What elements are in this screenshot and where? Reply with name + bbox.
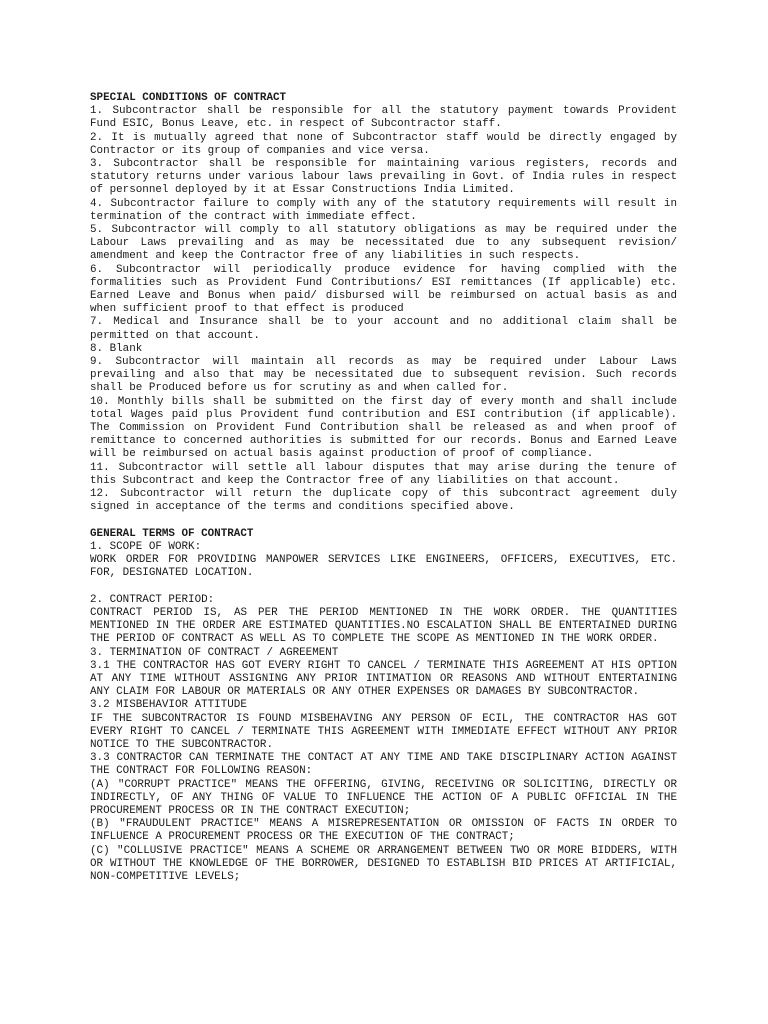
section-spacer <box>90 581 677 594</box>
document-page <box>90 92 677 884</box>
collusive-practice-clause: (C) "COLLUSIVE PRACTICE" MEANS A SCHEME OR ARRANGEMENT BETWEEN TWO OR MORE BIDDERS, WITH OR WITHOUT THE KNOWLEDGE OF THE BORROWER, DESIGNED TO ESTABLISH BID PRICES AT ARTIFICIAL, NON-COMPETITIVE LEVELS; <box>90 844 677 883</box>
special-condition-9: 9. Subcontractor will maintain all records as may be required under Labour Laws prevailing and also that may be necessitated due to subsequent revision. Such records shall be Produced before us for scrutiny as and when called for. <box>90 356 677 395</box>
termination-clause-3-2: IF THE SUBCONTRACTOR IS FOUND MISBEHAVING ANY PERSON OF ECIL, THE CONTRACTOR HAS GOT EVERY RIGHT TO CANCEL / TERMINATE THIS AGREEMENT WITH IMMEDIATE EFFECT WITHOUT ANY PRIOR NOTICE TO THE SUBCONTRACTOR. <box>90 712 677 751</box>
section-spacer <box>90 515 677 528</box>
special-condition-4: 4. Subcontractor failure to comply with any of the statutory requirements will result in termination of the contract with immediate effect. <box>90 197 677 223</box>
special-condition-7: 7. Medical and Insurance shall be to your account and no additional claim shall be permitted on that account. <box>90 316 677 342</box>
special-condition-12: 12. Subcontractor will return the duplicate copy of this subcontract agreement duly signed in acceptance of the terms and conditions specified above. <box>90 488 677 514</box>
special-condition-11: 11. Subcontractor will settle all labour disputes that may arise during the tenure of this Subcontract and keep the Contractor free of any liabilities on that account. <box>90 461 677 487</box>
special-condition-5: 5. Subcontractor will comply to all statutory obligations as may be required under the Labour Laws prevailing and as may be necessitated due to any subsequent revision/ amendment and keep the Contractor free of any liabilities in such respects. <box>90 224 677 263</box>
fraudulent-practice-clause: (B) "FRAUDULENT PRACTICE" MEANS A MISREPRESENTATION OR OMISSION OF FACTS IN ORDER TO INFLUENCE A PROCUREMENT PROCESS OR THE EXECUTION OF THE CONTRACT; <box>90 818 677 844</box>
contract-period-text: CONTRACT PERIOD IS, AS PER THE PERIOD MENTIONED IN THE WORK ORDER. THE QUANTITIES MENTIONED IN THE ORDER ARE ESTIMATED QUANTITIES.NO ESCALATION SHALL BE ENTERTAINED DURING THE PERIOD OF CONTRACT AS WELL AS TO COMPLETE THE SCOPE AS MENTIONED IN THE WORK ORDER. <box>90 606 677 646</box>
special-conditions-heading: SPECIAL CONDITIONS OF CONTRACT <box>90 92 287 104</box>
special-condition-10: 10. Monthly bills shall be submitted on the first day of every month and shall include total Wages paid plus Provident fund contribution and ESI contribution (if applicable). The Commission on Provident Fund Contribution shall be released as and when proof of remittance to concerned authorities is submitted for our records. Bonus and Earned Leave will be reimbursed on actual basis against production of proof of compliance. <box>90 395 677 461</box>
special-condition-8: 8. Blank <box>90 342 143 355</box>
special-condition-1: 1. Subcontractor shall be responsible for all the statutory payment towards Provident Fund ESIC, Bonus Leave, etc. in respect of Subcontractor staff. <box>90 105 677 131</box>
scope-of-work-title: 1. SCOPE OF WORK: <box>90 540 202 553</box>
termination-title: 3. TERMINATION OF CONTRACT / AGREEMENT <box>90 646 339 659</box>
special-condition-2: 2. It is mutually agreed that none of Subcontractor staff would be directly engaged by Contractor or its group of companies and vice versa. <box>90 131 677 157</box>
contract-period-title: 2. CONTRACT PERIOD: <box>90 593 215 606</box>
termination-clause-3-3: 3.3 CONTRACTOR CAN TERMINATE THE CONTACT AT ANY TIME AND TAKE DISCIPLINARY ACTION AGAINST THE CONTRACT FOR FOLLOWING REASON: <box>90 752 677 778</box>
termination-clause-3-1: 3.1 THE CONTRACTOR HAS GOT EVERY RIGHT TO CANCEL / TERMINATE THIS AGREEMENT AT HIS OPTION AT ANY TIME WITHOUT ASSIGNING ANY PRIOR INTIMATION OR REASONS AND WITHOUT ENTERTAINING ANY CLAIM FOR LABOUR OR MATERIALS OR ANY OTHER EXPENSES OR DAMAGES BY SUBCONTRACTOR. <box>90 659 677 699</box>
special-condition-6: 6. Subcontractor will periodically produce evidence for having complied with the formalities such as Provident Fund Contributions/ ESI remittances (If applicable) etc. Earned Leave and Bonus when paid/ disbursed will be reimbursed on actual basis as and when sufficient proof to that effect is produced <box>90 263 677 316</box>
special-condition-3: 3. Subcontractor shall be responsible for maintaining various registers, records and statutory returns under various labour laws prevailing in Govt. of India rules in respect of personnel deployed by it at Essar Constructions India Limited. <box>90 158 677 197</box>
general-terms-heading: GENERAL TERMS OF CONTRACT <box>90 527 254 540</box>
scope-of-work-text: WORK ORDER FOR PROVIDING MANPOWER SERVICES LIKE ENGINEERS, OFFICERS, EXECUTIVES, ETC. FOR, DESIGNATED LOCATION. <box>90 554 677 580</box>
corrupt-practice-clause: (A) "CORRUPT PRACTICE" MEANS THE OFFERING, GIVING, RECEIVING OR SOLICITING, DIRECTLY OR INDIRECTLY, OF ANY THING OF VALUE TO INFLUENCE THE ACTION OF A PUBLIC OFFICIAL IN THE PROCUREMENT PROCESS OR IN THE CONTRACT EXECUTION; <box>90 778 677 817</box>
misbehavior-title: 3.2 MISBEHAVIOR ATTITUDE <box>90 699 247 712</box>
